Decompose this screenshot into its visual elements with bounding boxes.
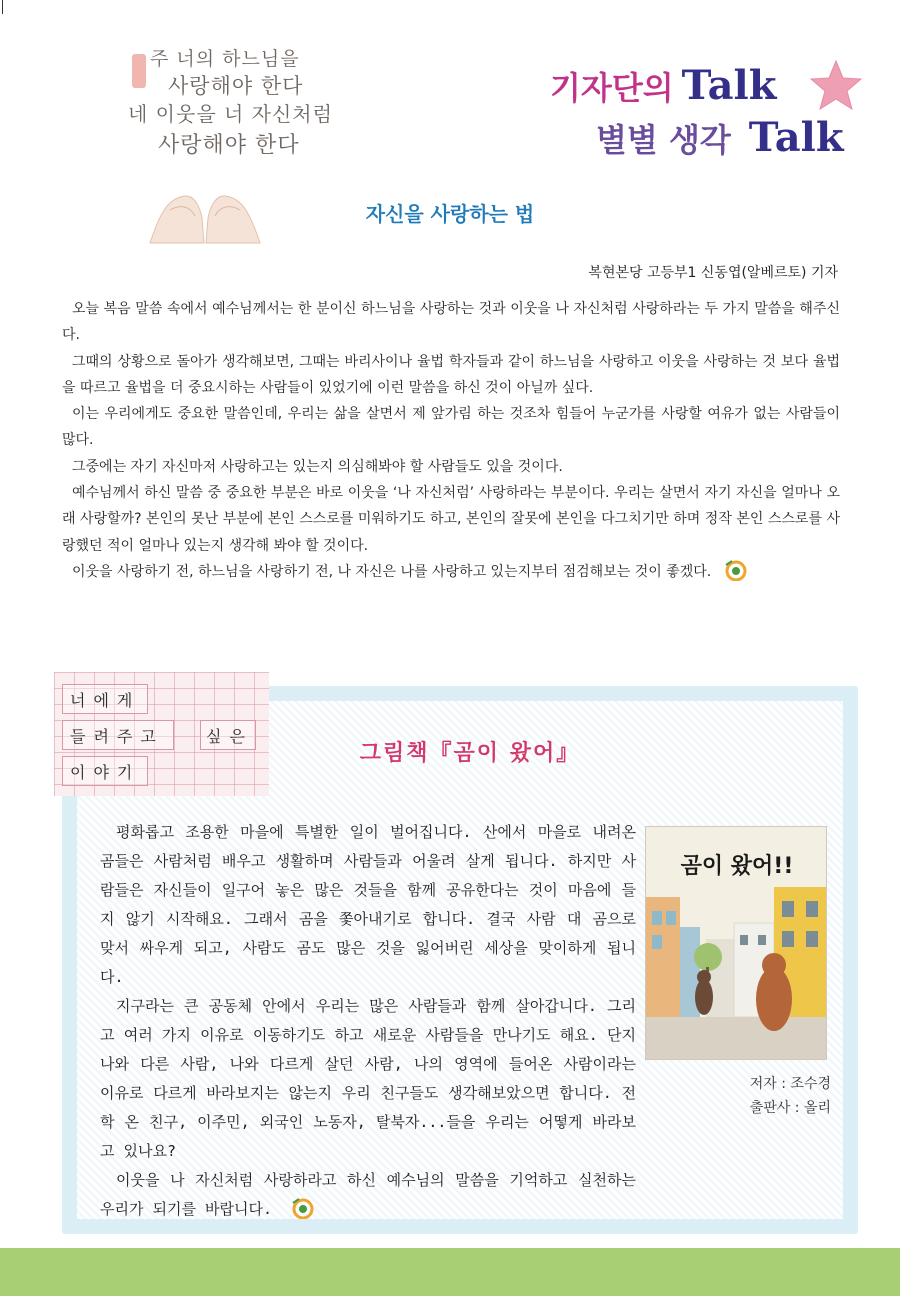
calligraphy-line: 주 너의 하느님을 xyxy=(150,48,300,70)
paragraph: 지구라는 큰 공동체 안에서 우리는 많은 사람들과 함께 살아갑니다. 그리고 여러 가지 이유로 이동하기도 하고 새로운 사람들을 만나기도 해요. 단지 나와 다른 사람, 나와 다르게 살던 사람, 나의 영역에 들어온 사람이라는 이유로 다르게 바라보지는 않는지 우리 친구들도 생각해보았으면 합니다. 전학 온 친구, 이주민, 외국인 노동자, 탈북자...들을 우리는 어떻게 바라보고 있나요? xyxy=(100,997,636,1160)
article-byline: 복현본당 고등부1 신동엽(알베르토) 기자 xyxy=(588,265,838,281)
paragraph-text: 이웃을 나 자신처럼 사랑하라고 하신 예수님의 말씀을 기억하고 실천하는 우리가 되기를 바랍니다. xyxy=(100,1171,636,1218)
grid-word: 들려주고 xyxy=(70,727,164,746)
calligraphy-line: 사랑해야 한다 xyxy=(168,74,304,98)
title-korean: 기자단 xyxy=(550,69,643,107)
title-talk: Talk xyxy=(681,62,777,109)
story-body xyxy=(100,818,636,1224)
paragraph: 오늘 복음 말씀 속에서 예수님께서는 한 분이신 하느님을 사랑하는 것과 이웃을 나 자신처럼 사랑하라는 두 가지 말씀을 해주신다. xyxy=(62,301,840,344)
calligraphy-line: 사랑해야 한다 xyxy=(158,133,300,158)
calligraphy-line: 네 이웃을 너 자신처럼 xyxy=(128,102,333,126)
paragraph-text: 이웃을 사랑하기 전, 하느님을 사랑하기 전, 나 자신은 나를 사랑하고 있는지부터 점검해보는 것이 좋겠다. xyxy=(72,563,712,580)
paragraph: 이는 우리에게도 중요한 말씀인데, 우리는 삶을 살면서 제 앞가림 하는 것조차 힘들어 누군가를 사랑할 여유가 없는 사람들이 많다. xyxy=(62,406,840,449)
footer-band xyxy=(0,1248,900,1296)
end-mark-icon xyxy=(713,559,739,581)
star-icon xyxy=(808,58,864,114)
crop-mark xyxy=(2,0,3,14)
end-mark-icon xyxy=(274,1197,300,1219)
grid-word: 이야기 xyxy=(70,763,141,782)
column-title xyxy=(540,58,880,168)
grid-paper-label xyxy=(54,672,269,796)
paragraph-last xyxy=(62,559,840,585)
book-caption xyxy=(645,1072,831,1120)
paragraph: 평화롭고 조용한 마을에 특별한 일이 벌어집니다. 산에서 마을로 내려온 곰들은 사람처럼 배우고 생활하며 사람들과 어울려 살게 됩니다. 하지만 사람들은 자신들이 일구어 놓은 많은 것들을 함께 공유한다는 것이 마음에 들지 않기 시작해요. 그래서 곰을 쫓아내기로 합니다. 결국 사람 대 곰으로 맞서 싸우게 되고, 사람도 곰도 많은 것을 잃어버린 세상을 맞이하게 됩니다. xyxy=(100,823,636,986)
paragraph-last xyxy=(100,1166,636,1224)
grid-word: 싶은 xyxy=(206,727,253,746)
title-particle: 의 xyxy=(642,69,674,107)
grid-word: 너에게 xyxy=(70,691,141,710)
book-cover-image xyxy=(645,826,827,1060)
book-cover-title: 곰이 왔어!! xyxy=(680,854,794,879)
article-title: 자신을 사랑하는 법 xyxy=(365,202,535,226)
book-title: 그림책『곰이 왔어』 xyxy=(359,741,581,766)
paragraph: 그때의 상황으로 돌아가 생각해보면, 그때는 바리사이나 율법 학자들과 같이 하느님을 사랑하고 이웃을 사랑하는 것 보다 율법을 따르고 율법을 더 중요시하는 사람들이 있었기에 이런 말씀을 하신 것이 아닐까 싶다. xyxy=(62,353,840,396)
title-korean-2: 별별 생각 xyxy=(596,121,731,159)
red-seal xyxy=(132,54,146,88)
book-publisher: 출판사 : 올리 xyxy=(749,1100,831,1116)
article-body xyxy=(62,296,840,585)
book-author: 저자 : 조수경 xyxy=(749,1076,831,1092)
paragraph: 예수님께서 하신 말씀 중 중요한 부분은 바로 이웃을 ‘나 자신처럼’ 사랑하라는 부분이다. 우리는 살면서 자기 자신을 얼마나 오래 사랑할까? 본인의 못난 부분에 본인 스스로를 미워하기도 하고, 본인의 잘못에 본인을 다그치기만 하며 정작 본인 스스로를 사랑했던 적이 얼마나 있는지 생각해 봐야 할 것이다. xyxy=(62,485,840,554)
paragraph: 그중에는 자기 자신마저 사랑하고는 있는지 의심해봐야 할 사람들도 있을 것이다. xyxy=(72,458,563,475)
title-talk-2: Talk xyxy=(748,114,844,161)
